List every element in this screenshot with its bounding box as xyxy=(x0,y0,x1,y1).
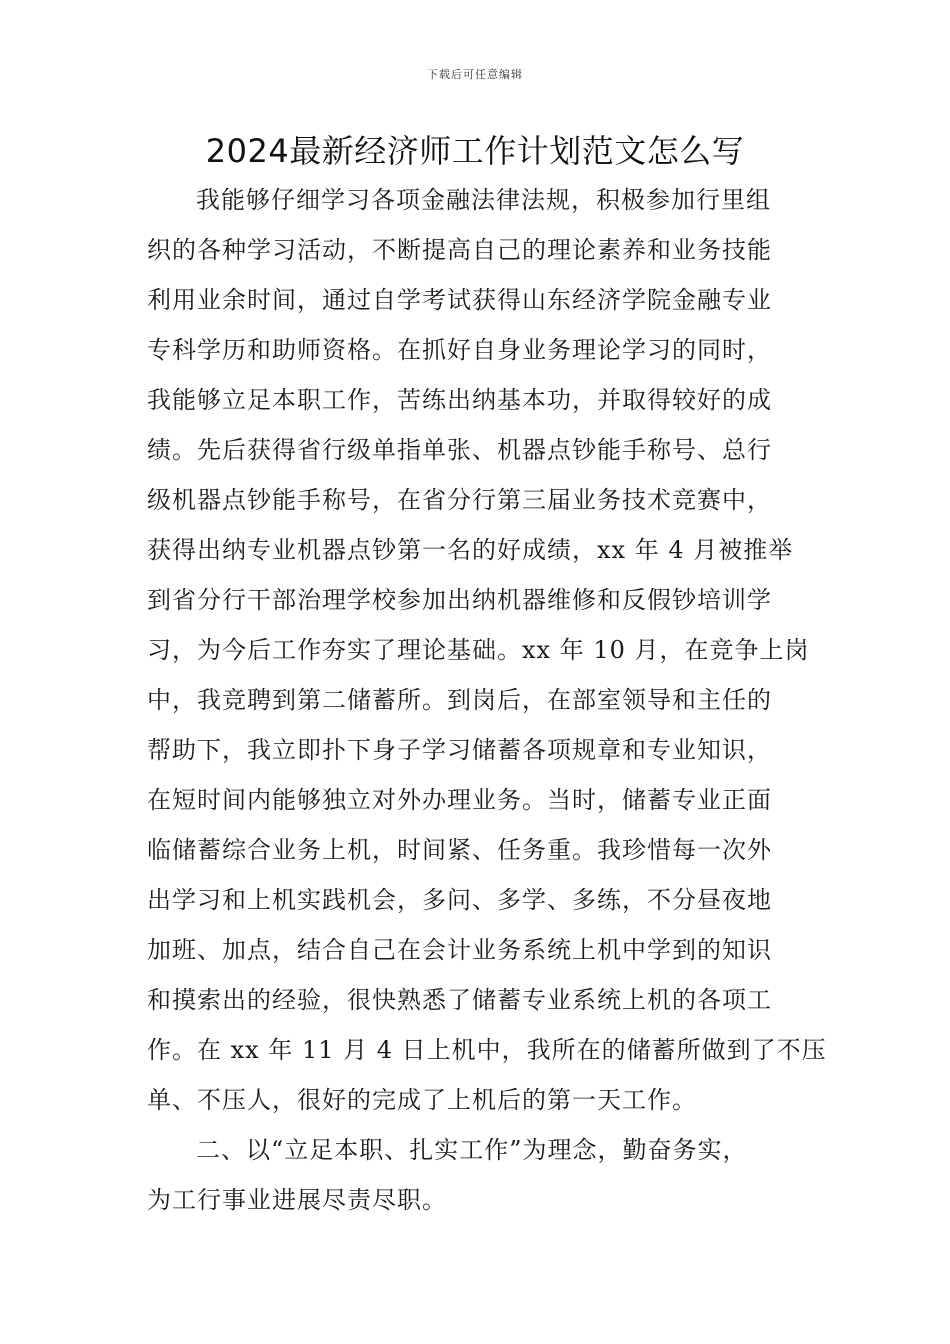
paragraph-line: 在短时间内能够独立对外办理业务。当时，储蓄专业正面 xyxy=(147,786,772,814)
paragraph-line: 利用业余时间，通过自学考试获得山东经济学院金融专业 xyxy=(147,286,772,314)
document-body xyxy=(147,180,827,1230)
paragraph-line: 绩。先后获得省行级单指单张、机器点钞能手称号、总行 xyxy=(147,436,772,464)
paragraph-line: 作。在 xx 年 11 月 4 日上机中，我所在的储蓄所做到了不压 xyxy=(147,1036,827,1064)
paragraph-line: 习，为今后工作夯实了理论基础。xx 年 10 月，在竞争上岗 xyxy=(147,636,810,664)
paragraph-line: 为工行事业进展尽责尽职。 xyxy=(147,1186,447,1214)
paragraph-line: 帮助下，我立即扑下身子学习储蓄各项规章和专业知识， xyxy=(147,736,772,764)
paragraph-line: 专科学历和助师资格。在抓好自身业务理论学习的同时， xyxy=(147,336,772,364)
document-title: 2024最新经济师工作计划范文怎么写 xyxy=(205,132,745,170)
paragraph-line: 获得出纳专业机器点钞第一名的好成绩，xx 年 4 月被推举 xyxy=(147,536,794,564)
paragraph-line: 中，我竞聘到第二储蓄所。到岗后，在部室领导和主任的 xyxy=(147,686,772,714)
paragraph-line: 单、不压人，很好的完成了上机后的第一天工作。 xyxy=(147,1086,697,1114)
paragraph-line: 织的各种学习活动，不断提高自己的理论素养和业务技能 xyxy=(147,236,772,264)
paragraph-line: 出学习和上机实践机会，多问、多学、多练，不分昼夜地 xyxy=(147,886,772,914)
paragraph-line: 到省分行干部治理学校参加出纳机器维修和反假钞培训学 xyxy=(147,586,772,614)
paragraph-line: 临储蓄综合业务上机，时间紧、任务重。我珍惜每一次外 xyxy=(147,836,772,864)
paragraph-line: 加班、加点，结合自己在会计业务系统上机中学到的知识 xyxy=(147,936,772,964)
paragraph-line: 二、以“立足本职、扎实工作”为理念，勤奋务实， xyxy=(196,1136,748,1164)
paragraph-line: 我能够仔细学习各项金融法律法规，积极参加行里组 xyxy=(196,186,771,214)
paragraph-line: 我能够立足本职工作，苦练出纳基本功，并取得较好的成 xyxy=(147,386,772,414)
paragraph-line: 和摸索出的经验，很快熟悉了储蓄专业系统上机的各项工 xyxy=(147,986,772,1014)
paragraph-line: 级机器点钞能手称号，在省分行第三届业务技术竞赛中， xyxy=(147,486,772,514)
header-note: 下载后可任意编辑 xyxy=(427,68,523,81)
